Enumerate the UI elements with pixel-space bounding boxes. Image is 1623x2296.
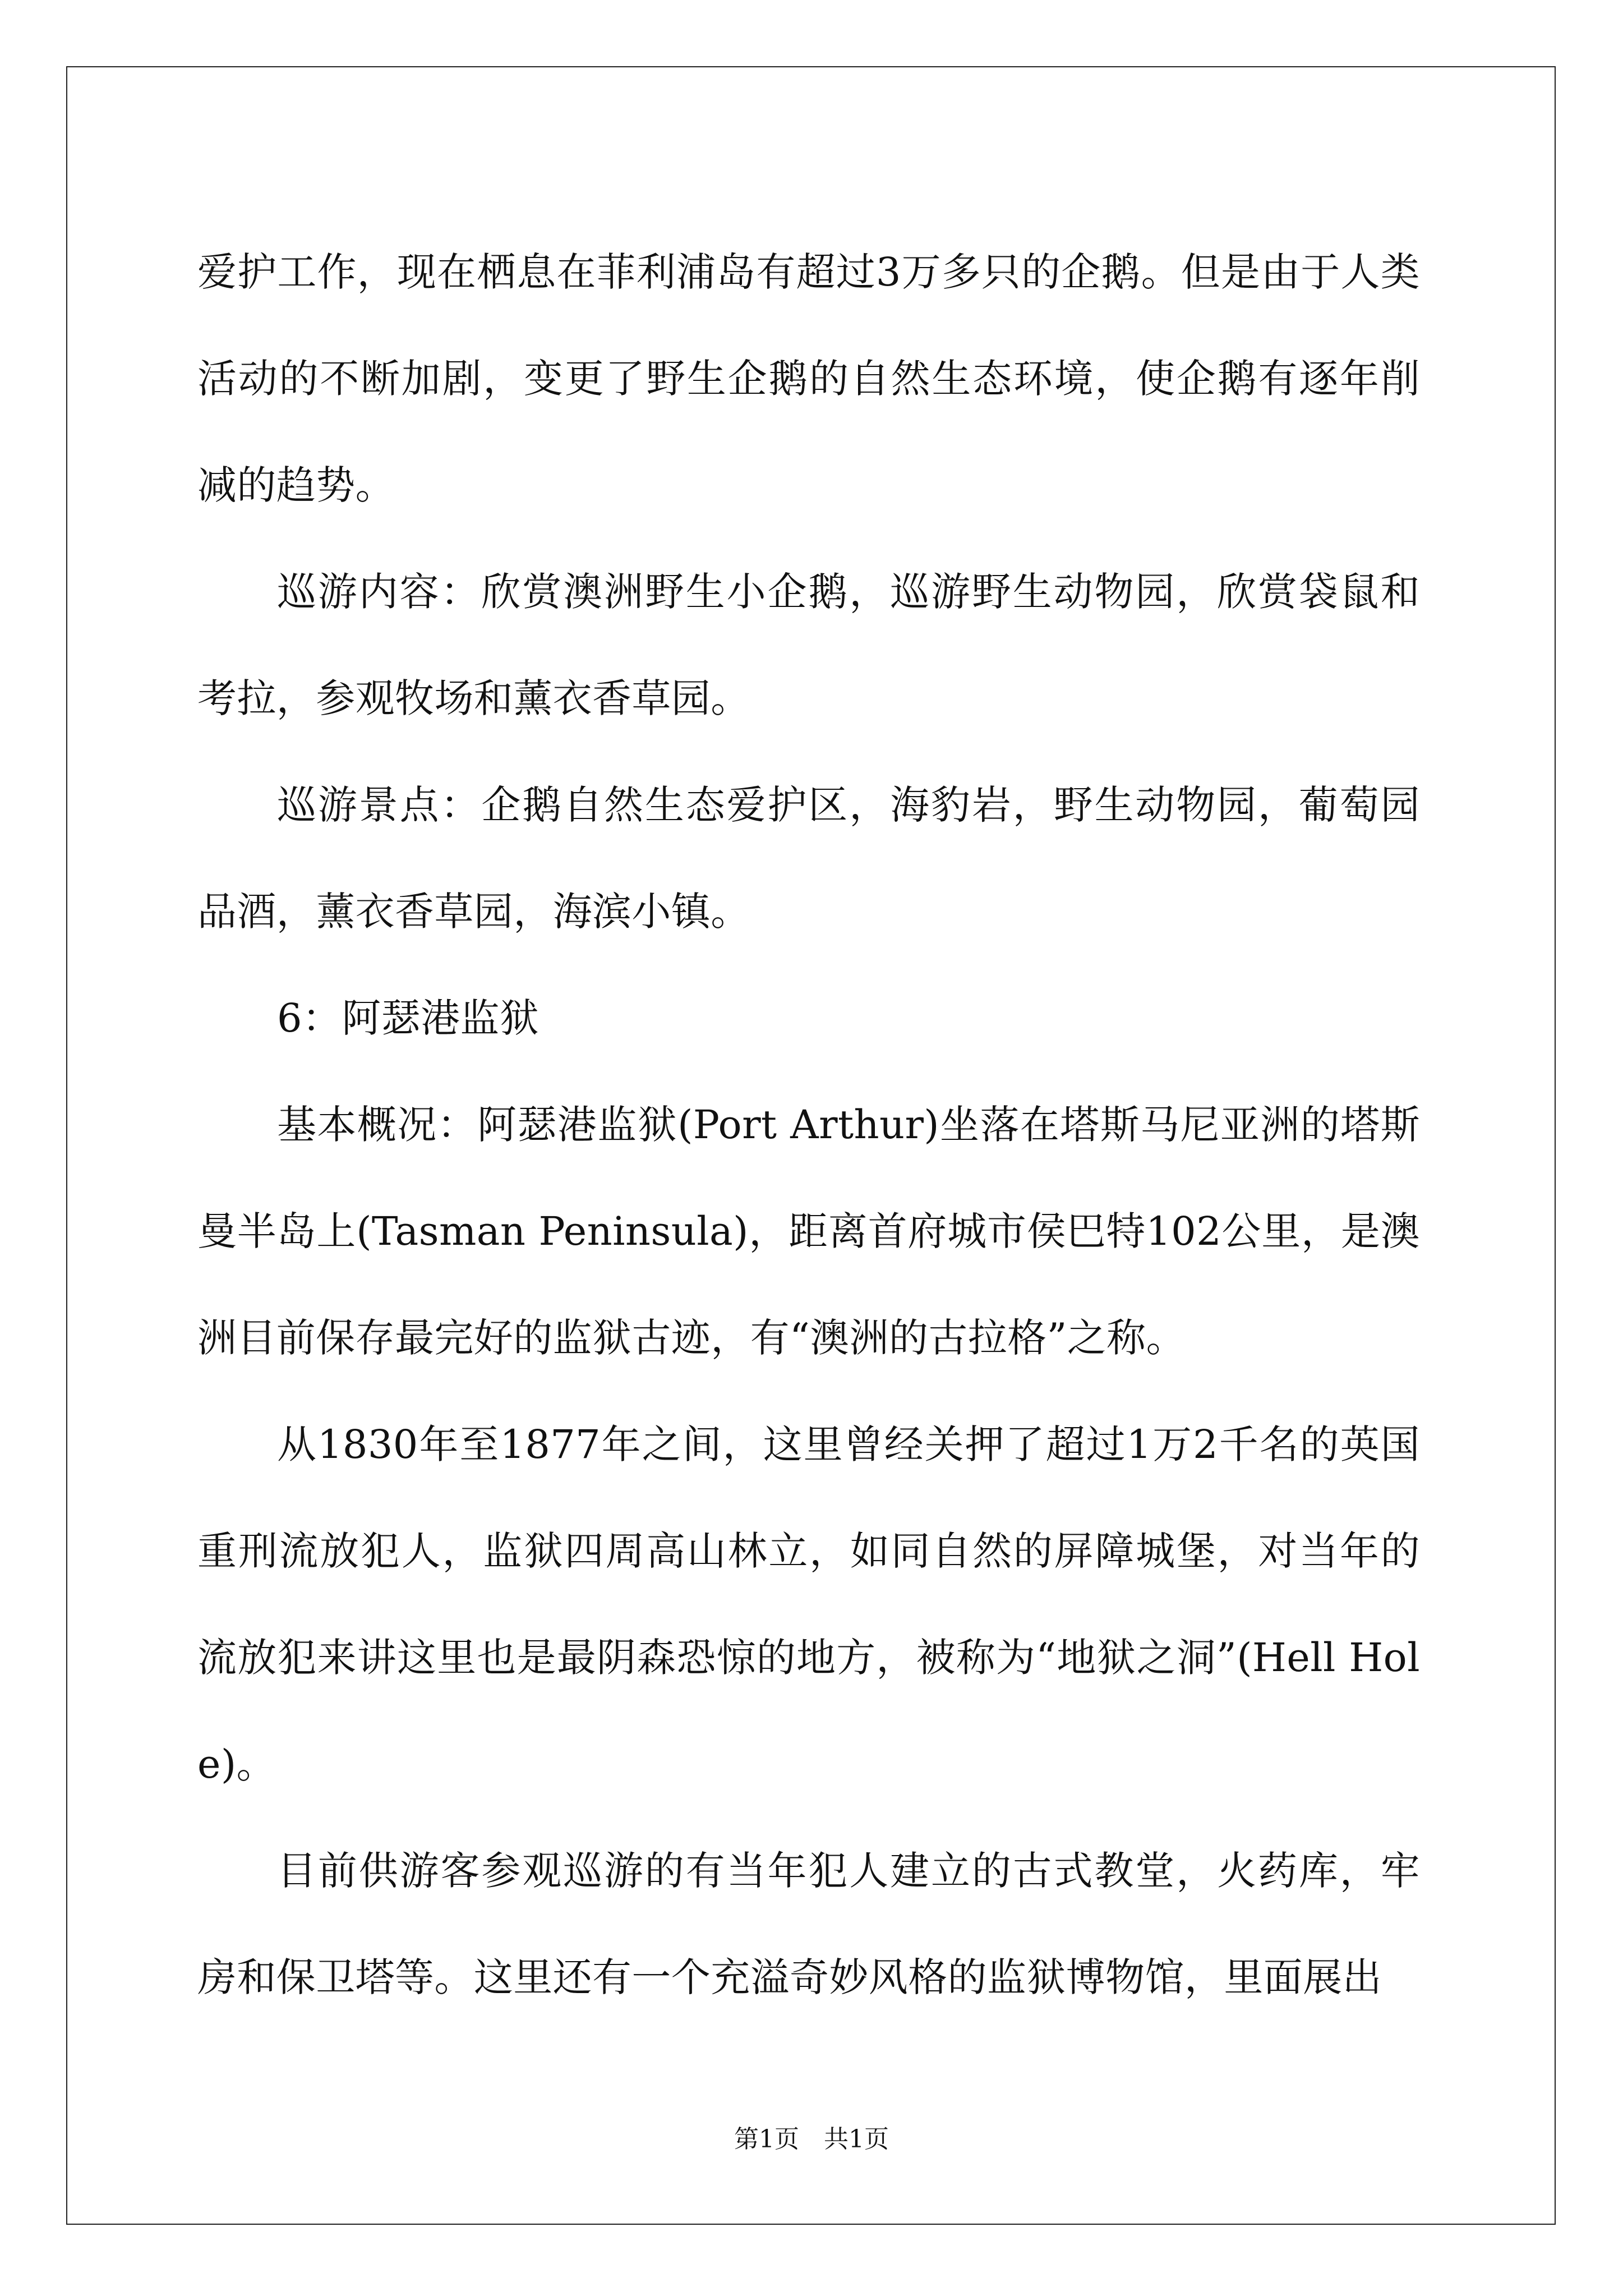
paragraph-history: 从1830年至1877年之间，这里曾经关押了超过1万2千名的英国重刑流放犯人，监狱四周高山林立，如同自然的屏障城堡，对当年的流放犯来讲这里也是最阴森恐惊的地方，被称为“地狱之洞”(Hell Hole)。 — [197, 1421, 1420, 1787]
document-body — [197, 219, 1420, 2031]
paragraph-tour-sights: 巡游景点：企鹅自然生态爱护区，海豹岩，野生动物园，葡萄园品酒，薰衣香草园，海滨小镇。 — [197, 782, 1420, 935]
paragraph-1: 爱护工作，现在栖息在菲利浦岛有超过3万多只的企鹅。但是由于人类活动的不断加剧，变更了野生企鹅的自然生态环境，使企鹅有逐年削减的趋势。 — [197, 249, 1420, 508]
paragraph-current: 目前供游客参观巡游的有当年犯人建立的古式教堂，火药库，牢房和保卫塔等。这里还有一个充溢奇妙风格的监狱博物馆，里面展出 — [197, 1848, 1420, 2000]
paragraph-overview: 基本概况：阿瑟港监狱(Port Arthur)坐落在塔斯马尼亚洲的塔斯曼半岛上(Tasman Peninsula)，距离首府城市侯巴特102公里，是澳洲目前保存最完好的监狱古迹，有“澳洲的古拉格”之称。 — [197, 1102, 1420, 1361]
section-heading: 6：阿瑟港监狱 — [277, 995, 540, 1041]
paragraph-tour-content: 巡游内容：欣赏澳洲野生小企鹅，巡游野生动物园，欣赏袋鼠和考拉，参观牧场和薰衣香草园。 — [197, 569, 1420, 721]
page-footer: 第1页 共1页 — [734, 2125, 889, 2154]
